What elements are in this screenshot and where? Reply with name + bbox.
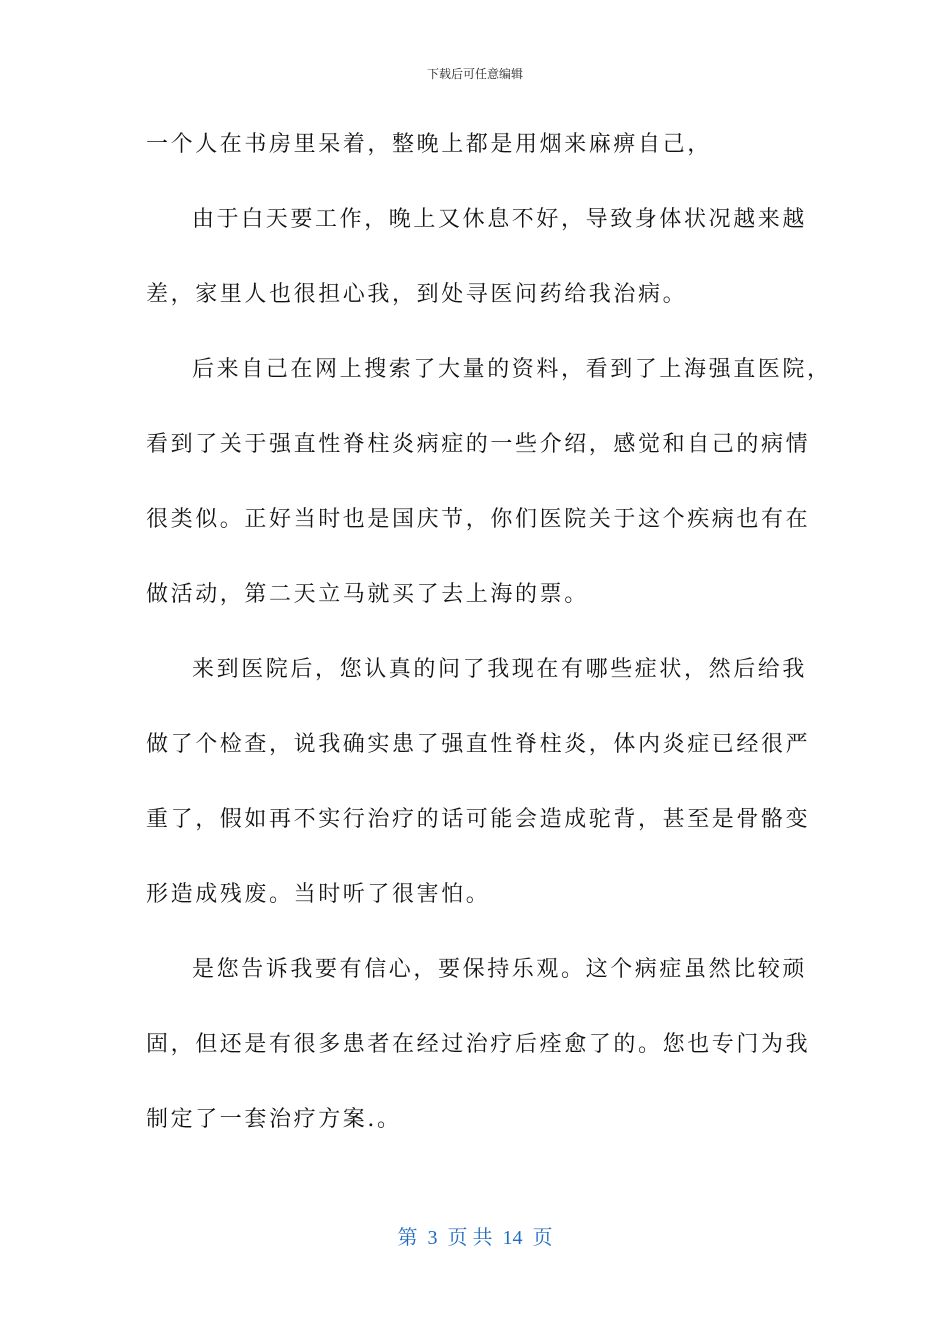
text-line: 来到医院后，您认真的问了我现在有哪些症状，然后给我	[192, 657, 808, 682]
document-body	[146, 126, 832, 1139]
text-line: 是您告诉我要有信心，要保持乐观。这个病症虽然比较顽	[192, 957, 808, 982]
footer-prefix: 第	[397, 1227, 418, 1249]
text-line	[146, 914, 806, 952]
footer-suffix: 页	[532, 1227, 553, 1249]
text-line	[146, 764, 806, 802]
text-line: 一个人在书房里呆着，整晚上都是用烟来麻痹自己，	[146, 132, 712, 157]
footer-page-number: 3	[427, 1227, 438, 1249]
text-line: 由于白天要工作，晚上又休息不好，导致身体状况越来越	[192, 207, 808, 232]
text-line: 很类似。正好当时也是国庆节，你们医院关于这个疾病也有在	[146, 507, 811, 532]
text-line: 看到了关于强直性脊柱炎病症的一些介绍，感觉和自己的病情	[146, 432, 811, 457]
footer-total-pages: 14	[502, 1227, 523, 1249]
text-line	[146, 389, 806, 427]
text-line	[146, 539, 806, 577]
text-line: 固，但还是有很多患者在经过治疗后痊愈了的。您也专门为我	[146, 1032, 811, 1057]
text-line: 差，家里人也很担心我，到处寻医问药给我治病。	[146, 282, 688, 307]
text-line	[146, 1064, 806, 1102]
text-line: 后来自己在网上搜索了大量的资料，看到了上海强直医院，	[192, 357, 832, 382]
text-line: 重了，假如再不实行治疗的话可能会造成驼背，甚至是骨骼变	[146, 807, 811, 832]
text-line	[146, 239, 806, 277]
text-line	[146, 164, 806, 202]
text-line: 做活动，第二天立马就买了去上海的票。	[146, 582, 589, 607]
page-footer	[0, 1224, 950, 1252]
text-line: 做了个检查，说我确实患了强直性脊柱炎，体内炎症已经很严	[146, 732, 811, 757]
text-line: 制定了一套治疗方案.。	[146, 1107, 402, 1132]
text-line	[146, 989, 806, 1027]
text-line	[146, 689, 806, 727]
text-line	[146, 614, 806, 652]
text-line	[146, 839, 806, 877]
page-header: 下载后可任意编辑	[426, 67, 523, 81]
text-line: 形造成残废。当时听了很害怕。	[146, 882, 491, 907]
footer-middle: 页 共	[447, 1227, 493, 1249]
text-line	[146, 464, 806, 502]
text-line	[146, 314, 806, 352]
